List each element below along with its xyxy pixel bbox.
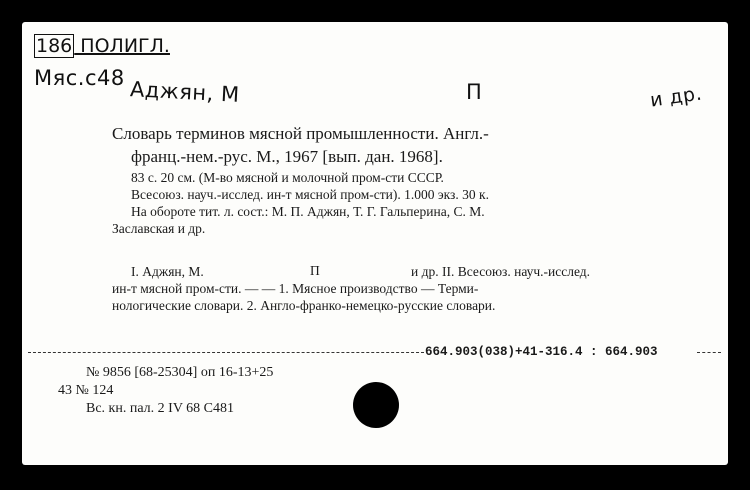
et-al-handwritten: и др. <box>648 82 704 112</box>
description-line-2: Всесоюз. науч.-исслед. ин-т мясной пром-сти). 1.000 экз. 30 к. <box>131 187 489 202</box>
tracing-initial: П <box>310 263 320 278</box>
title-line-2: франц.-нем.-рус. М., 1967 [вып. дан. 1968]. <box>131 147 443 166</box>
order-number: 43 № 124 <box>58 383 114 398</box>
tracing-line-3: нологические словари. 2. Англо-франко-немецко-русские словари. <box>112 298 496 313</box>
description-line-4: Заславская и др. <box>112 221 206 236</box>
title-line-1: Словарь терминов мясной промышленности. Англ.- <box>112 124 489 143</box>
tracing-line-2: ин-т мясной пром-сти. — — 1. Мясное производство — Терми- <box>112 281 479 296</box>
description-line-1: 83 с. 20 см. (М-во мясной и молочной пром-сти СССР. <box>131 170 444 185</box>
author-handwritten: Аджян, М <box>129 77 241 107</box>
divider-left <box>28 352 424 353</box>
divider-right <box>697 352 721 353</box>
tracing-author: I. Аджян, М. <box>131 264 204 279</box>
description-line-3: На обороте тит. л. сост.: М. П. Аджян, Т. Г. Гальперина, С. М. <box>131 204 485 219</box>
registration-number: № 9856 [68-25304] оп 16-13+25 <box>86 365 274 380</box>
author-initial-handwritten: П <box>466 80 483 104</box>
chamber-stamp: Вс. кн. пал. 2 IV 68 С481 <box>86 401 235 416</box>
card-punch-hole <box>353 382 399 428</box>
tracing-line-1: и др. II. Всесоюз. науч.-исслед. <box>411 264 591 279</box>
classification-label: ПОЛИГЛ. <box>74 35 170 57</box>
shelf-mark: Мяс.с48 <box>34 66 125 90</box>
udc-index: 664.903(038)+41-316.4 : 664.903 <box>425 345 658 359</box>
classification-code <box>34 35 170 57</box>
classification-number: 186 <box>36 35 73 57</box>
